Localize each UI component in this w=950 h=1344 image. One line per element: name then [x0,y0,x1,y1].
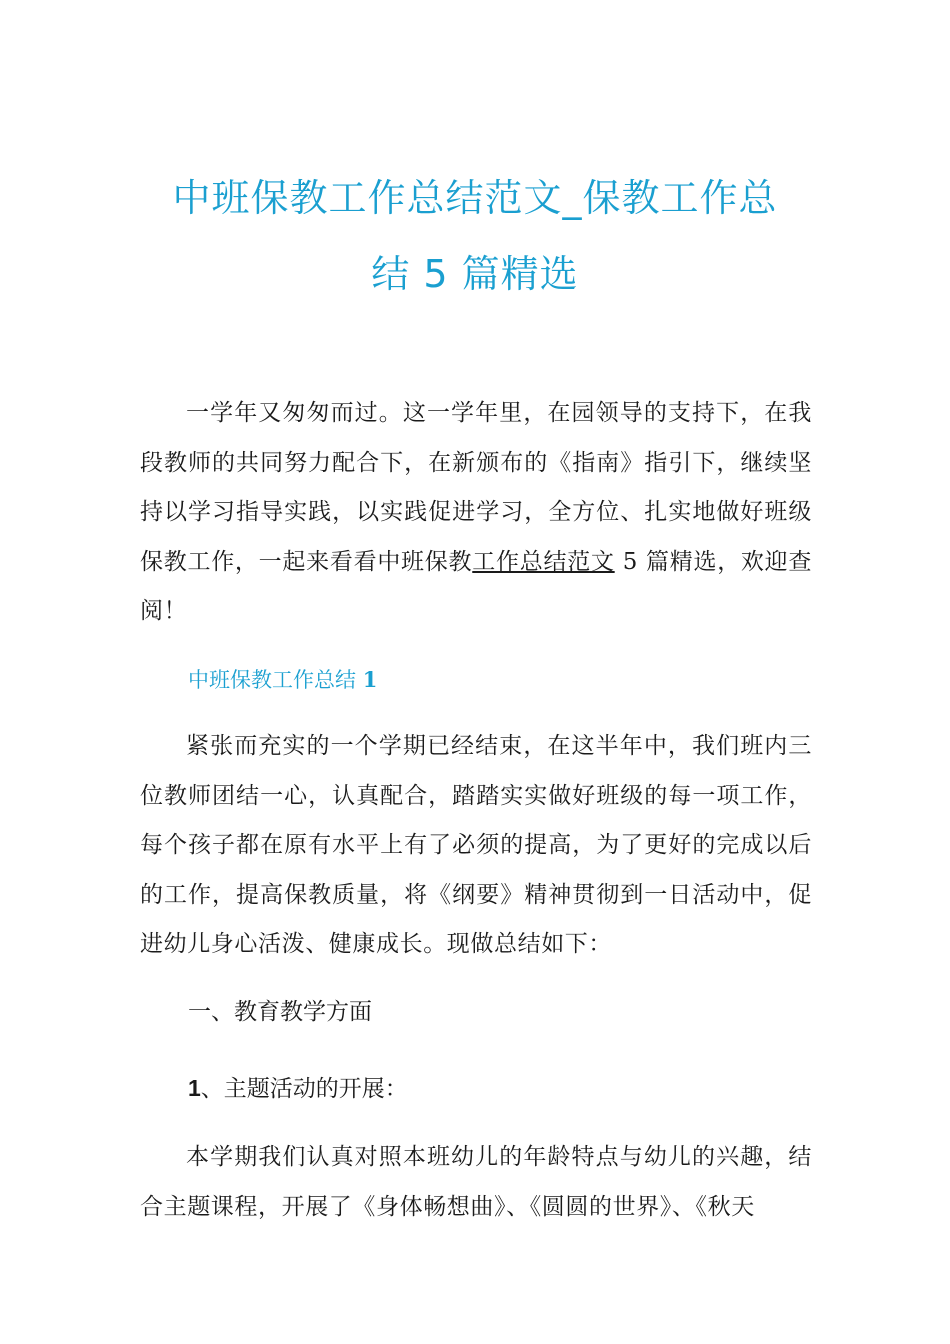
intro-link[interactable]: 工作总结范文 [472,548,615,575]
intro-paragraph [140,389,812,637]
subheading-theme-activities [188,1066,408,1111]
paragraph-2-text: 本学期我们认真对照本班幼儿的年龄特点与幼儿的兴趣，结合主题课程，开展了《身体畅想曲》、《圆圆的世界》、《秋天 [140,1144,812,1220]
paragraph-2 [140,1133,812,1232]
section-heading-number: 1 [362,667,378,692]
section-heading-1 [188,658,377,702]
subheading-number: 1 [188,1075,201,1101]
intro-text-start: 一学年又匆匆而过。这一学年里，在园领导的支持下，在我段教师的共同努力配合下，在新颁布的《指南》指引下，继续坚持以学习指导实践，以实践促进学习，全方位、扎实地做好班级保教工作，一起来看看中班保教 [140,400,812,575]
heading-education: 一、教育教学方面 [188,999,372,1025]
paragraph-1 [140,722,812,970]
document-title-line-1: 中班保教工作总结范文_保教工作总 [172,176,778,220]
subheading-text: 、主题活动的开展： [200,1076,408,1102]
document-title-line-2: 结 5 篇精选 [371,252,579,296]
section-heading-label: 中班保教工作总结 [188,668,363,692]
intro-text-end: 5 篇精选，欢迎查阅！ [140,548,812,624]
paragraph-1-text: 紧张而充实的一个学期已经结束，在这半年中，我们班内三位教师团结一心，认真配合，踏踏实实做好班级的每一项工作，每个孩子都在原有水平上有了必须的提高，为了更好的完成以后的工作，提高保教质量，将《纲要》精神贯彻到一日活动中，促进幼儿身心活泼、健康成长。现做总结如下： [140,733,812,957]
